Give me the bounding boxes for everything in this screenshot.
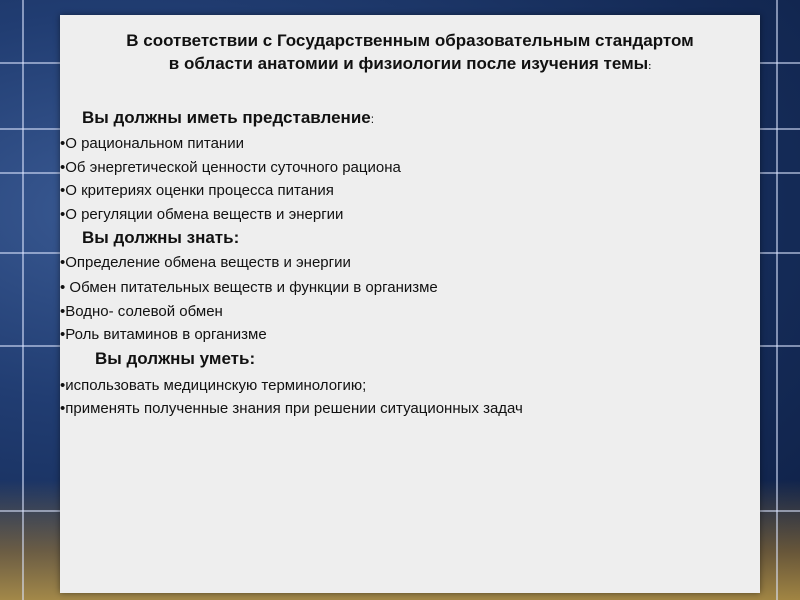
grid-line xyxy=(776,0,778,600)
list-item: •О рациональном питании xyxy=(60,135,244,152)
content-panel xyxy=(60,15,760,593)
section-heading-colon: : xyxy=(370,112,375,126)
section-heading-ideas xyxy=(82,108,374,128)
title-line-1: В соответствии с Государственным образовательным стандартом xyxy=(126,31,694,50)
title-colon: : xyxy=(648,61,652,71)
list-item: •Об энергетической ценности суточного рациона xyxy=(60,159,401,176)
list-item: •использовать медицинскую терминологию; xyxy=(60,377,367,394)
list-item: •Роль витаминов в организме xyxy=(60,326,267,343)
list-item: •Определение обмена веществ и энергии xyxy=(60,254,351,271)
list-item: •Водно- солевой обмен xyxy=(60,303,223,320)
section-heading-skills: Вы должны уметь: xyxy=(95,349,256,368)
section-heading-text: Вы должны иметь представление xyxy=(82,108,371,127)
slide-title xyxy=(60,29,760,78)
list-item: • Обмен питательных веществ и функции в организме xyxy=(60,279,438,296)
list-item: •О регуляции обмена веществ и энергии xyxy=(60,206,344,223)
list-item: •О критериях оценки процесса питания xyxy=(60,182,334,199)
grid-line xyxy=(22,0,24,600)
list-item: •применять полученные знания при решении ситуационных задач xyxy=(60,400,523,417)
section-heading-know: Вы должны знать: xyxy=(82,228,240,247)
title-line-2: в области анатомии и физиологии после изучения темы xyxy=(168,54,649,73)
